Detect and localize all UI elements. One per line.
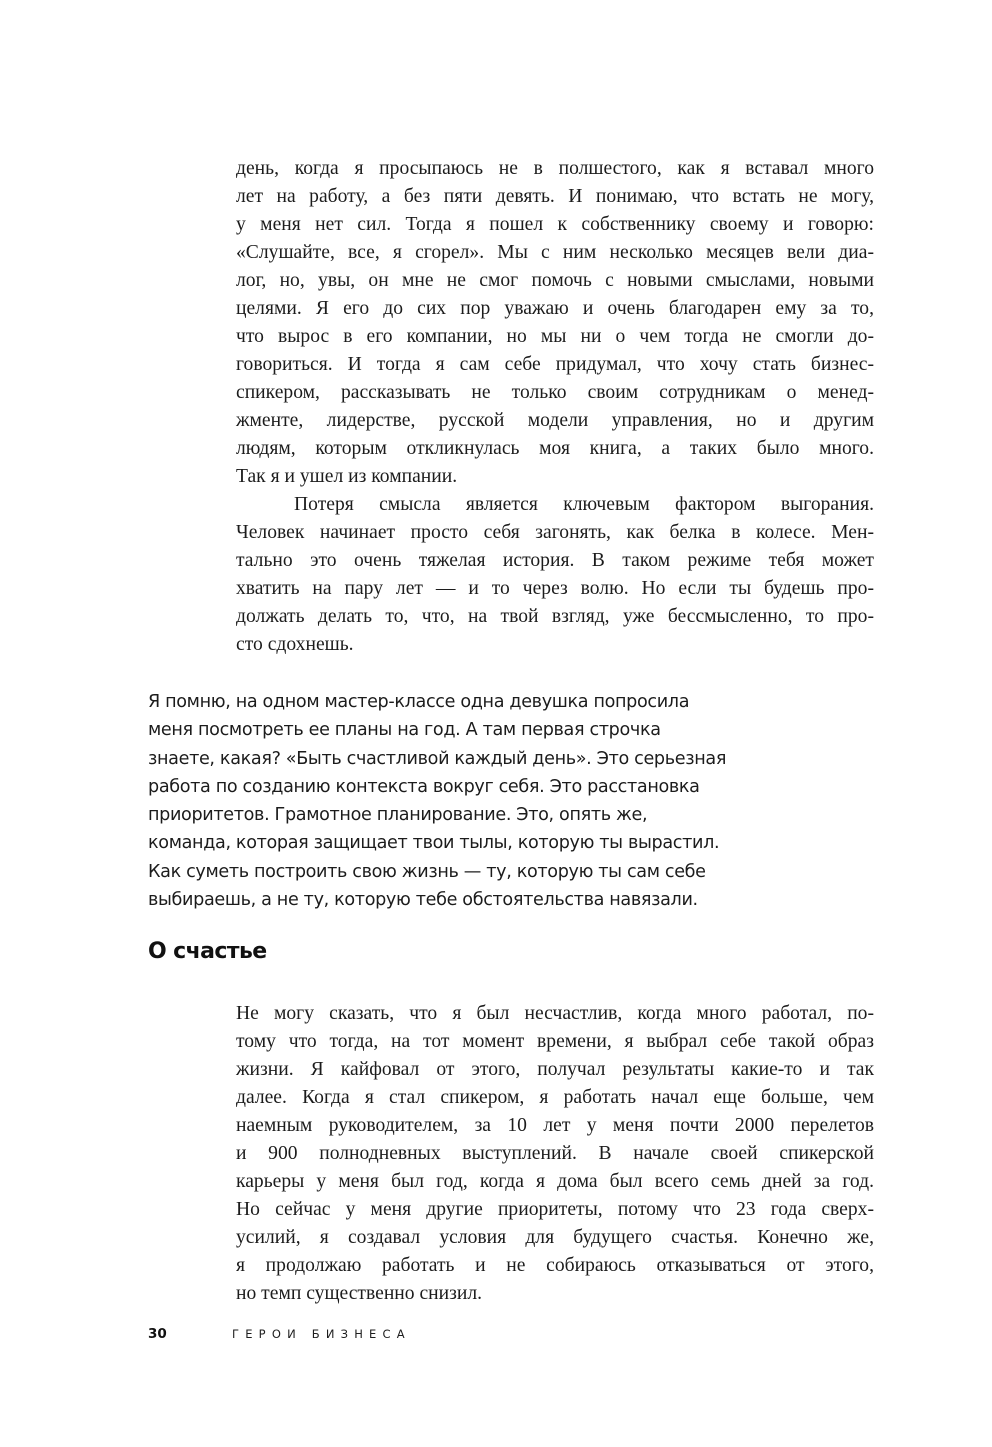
quote-line: Я помню, на одном мастер-классе одна девушка попросила (148, 692, 690, 712)
text-line: сто сдохнешь. (236, 634, 354, 655)
body-text-block-2 (236, 1000, 874, 1308)
text-line: Человек начинает просто себя загонять, как белка в колесе. Мен- (236, 522, 874, 543)
text-line: Но сейчас у меня другие приоритеты, потому что 23 года сверх- (236, 1199, 874, 1220)
text-line: хватить на пару лет — и то через волю. Но если ты будешь про- (236, 578, 874, 599)
text-line: людям, которым откликнулась моя книга, а таких было много. (236, 438, 874, 459)
text-line: жизни. Я кайфовал от этого, получал результаты какие-то и так (236, 1059, 874, 1080)
text-line: жменте, лидерстве, русской модели управления, но и другим (236, 410, 874, 431)
text-line: «Слушайте, все, я сгорел». Мы с ним несколько месяцев вели диа- (236, 242, 874, 263)
quote-line: Как суметь построить свою жизнь — ту, которую ты сам себе (148, 861, 706, 882)
text-line: спикером, рассказывать не только своим сотрудникам о менед- (236, 382, 874, 403)
quote-line: работа по созданию контекста вокруг себя. Это расстановка (148, 776, 700, 797)
text-line: говориться. И тогда я сам себе придумал, что хочу стать бизнес- (236, 354, 874, 375)
text-line: лог, но, увы, он мне не смог помочь с новыми смыслами, новыми (236, 270, 874, 291)
text-line: но темп существенно снизил. (236, 1283, 483, 1304)
text-line: целями. Я его до сих пор уважаю и очень благодарен ему за то, (236, 298, 874, 319)
quote-line: команда, которая защищает твои тылы, которую ты вырастил. (148, 833, 720, 854)
paragraph-start-line: Потеря смысла является ключевым фактором выгорания. (294, 494, 874, 515)
text-line: наемным руководителем, за 10 лет у меня почти 2000 перелетов (236, 1115, 874, 1136)
text-line: далее. Когда я стал спикером, я работать начал еще больше, чем (236, 1087, 874, 1108)
page-number: 30 (148, 1326, 167, 1342)
text-line: я продолжаю работать и не собираюсь отказываться от этого, (236, 1255, 874, 1276)
quote-line: меня посмотреть ее планы на год. А там первая строчка (148, 720, 661, 741)
text-line: лет на работу, а без пяти девять. И понимаю, что встать не могу, (236, 186, 874, 207)
text-line: у меня нет сил. Тогда я пошел к собственнику своему и говорю: (236, 214, 874, 235)
text-line: тому что тогда, на тот момент времени, я выбрал себе такой образ (236, 1031, 874, 1052)
body-text-block-1 (236, 155, 874, 659)
text-line: должать делать то, что, на твой взгляд, уже бессмысленно, то про- (236, 606, 874, 627)
section-heading: О счастье (148, 939, 267, 964)
pull-quote (148, 688, 828, 914)
text-line: и 900 полнодневных выступлений. В начале своей спикерской (236, 1143, 874, 1164)
text-line: что вырос в его компании, но мы ни о чем тогда не смогли до- (236, 326, 874, 347)
quote-line: приоритетов. Грамотное планирование. Это, опять же, (148, 805, 648, 826)
text-line: день, когда я просыпаюсь не в полшестого, как я вставал много (236, 158, 874, 179)
text-line: Не могу сказать, что я был несчастлив, когда много работал, по- (236, 1003, 874, 1024)
text-line: тально это очень тяжелая история. В таком режиме тебя может (236, 550, 874, 571)
running-title: ГЕРОИ БИЗНЕСА (232, 1327, 411, 1341)
quote-line: выбираешь, а не ту, которую тебе обстоятельства навязали. (148, 890, 698, 911)
text-line: усилий, я создавал условия для будущего счастья. Конечно же, (236, 1227, 874, 1248)
text-line: карьеры у меня был год, когда я дома был всего семь дней за год. (236, 1171, 874, 1192)
quote-line: знаете, какая? «Быть счастливой каждый день». Это серьезная (148, 748, 727, 769)
text-line: Так я и ушел из компании. (236, 466, 458, 487)
